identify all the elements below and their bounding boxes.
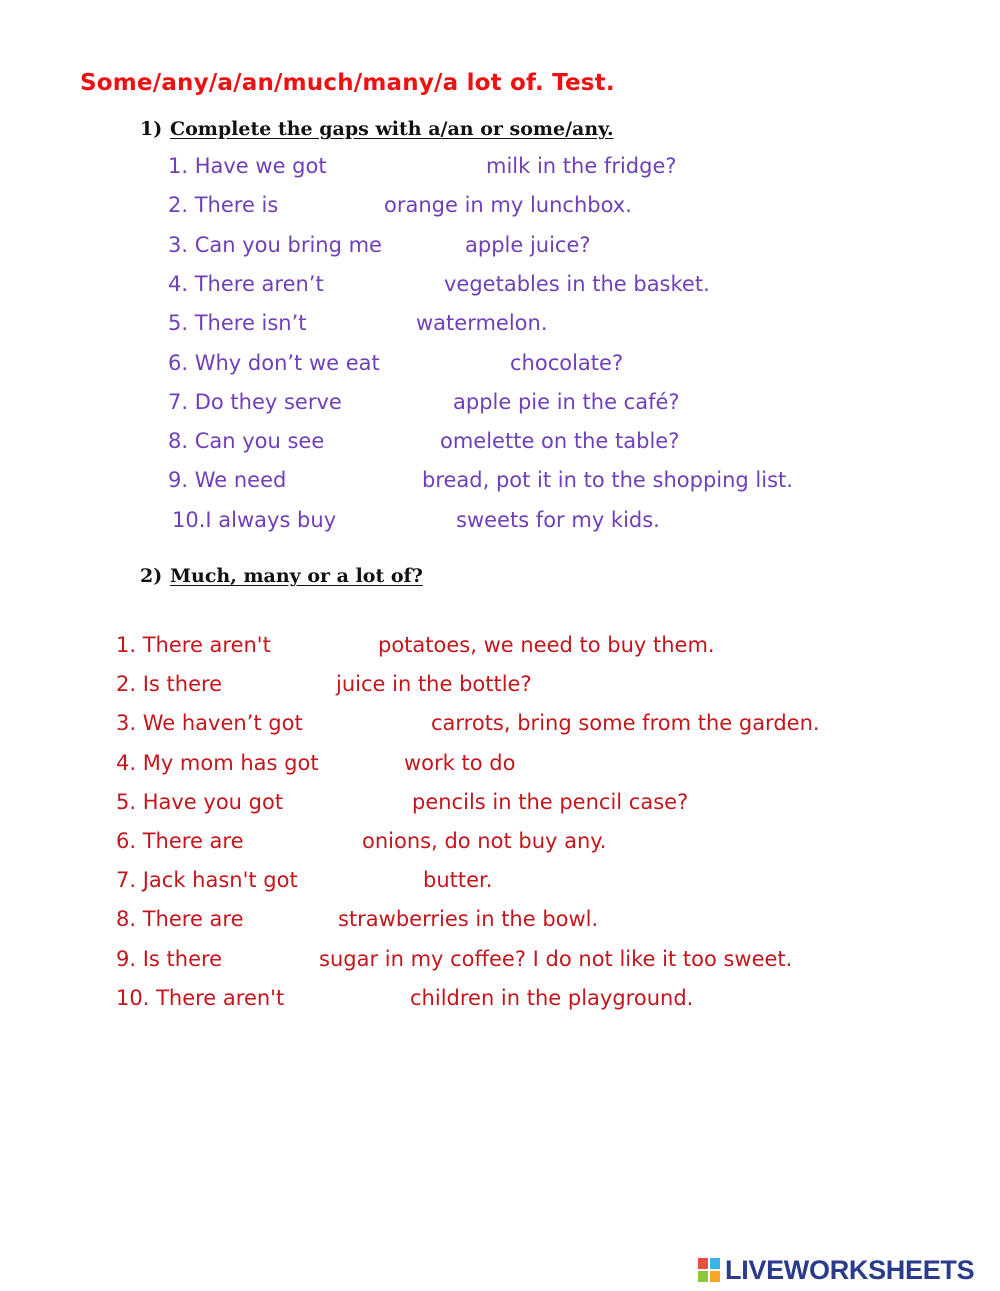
liveworksheets-logo <box>697 1254 974 1286</box>
answer-blank[interactable] <box>350 391 445 415</box>
exercise-item <box>116 904 876 934</box>
exercise-item <box>116 708 876 738</box>
sentence-start: 5. Have you got <box>116 789 284 814</box>
exercise-item <box>168 426 928 456</box>
sentence-end: work to do <box>404 750 516 775</box>
exercise-item <box>116 944 876 974</box>
exercise-item <box>116 787 876 817</box>
sentence-end: omelette on the table? <box>440 429 680 454</box>
sentence-end: onions, do not buy any. <box>362 829 607 853</box>
sentence-start: 3. Can you bring me <box>168 232 382 257</box>
answer-blank[interactable] <box>252 908 331 932</box>
exercise-item <box>116 669 876 699</box>
sentence-end: juice in the bottle? <box>336 672 532 697</box>
sentence-end: sweets for my kids. <box>456 507 660 532</box>
answer-blank[interactable] <box>294 469 414 493</box>
sentence-end: carrots, bring some from the garden. <box>431 711 820 736</box>
sentence-start: 8. Can you see <box>168 429 325 454</box>
exercise-item <box>168 230 928 260</box>
sentence-end: pencils in the pencil case? <box>412 789 689 814</box>
sentence-end: watermelon. <box>416 311 548 336</box>
logo-text: LIVEWORKSHEETS <box>725 1254 975 1285</box>
exercise-item <box>116 826 876 856</box>
sentence-end: orange in my lunchbox. <box>384 193 632 218</box>
answer-blank[interactable] <box>311 712 423 736</box>
sentence-start: 7. Jack hasn't got <box>116 868 298 893</box>
answer-blank[interactable] <box>335 155 478 179</box>
sentence-end: butter. <box>423 868 493 893</box>
sentence-start: 6. There are <box>116 829 244 853</box>
answer-blank[interactable] <box>292 987 402 1011</box>
exercise-item <box>116 630 876 660</box>
answer-blank[interactable] <box>332 273 436 297</box>
section-1-heading <box>140 118 614 140</box>
sentence-end: milk in the fridge? <box>486 154 677 178</box>
section-2-number: 2) <box>140 565 163 587</box>
section-2-instruction: Much, many or a lot of? <box>170 565 423 587</box>
sentence-end: children in the playground. <box>410 985 694 1010</box>
answer-blank[interactable] <box>279 634 370 658</box>
section-2-heading <box>140 565 423 587</box>
answer-blank[interactable] <box>327 752 396 776</box>
sentence-start: 4. There aren’t <box>168 271 324 296</box>
sentence-start: 7. Do they serve <box>168 389 342 414</box>
exercise-item <box>116 983 876 1013</box>
sentence-start: 10. There aren't <box>116 985 285 1010</box>
sentence-start: 5. There isn’t <box>168 311 307 336</box>
answer-blank[interactable] <box>252 830 355 854</box>
sentence-end: strawberries in the bowl. <box>338 907 599 932</box>
sentence-start: 1. Have we got <box>168 154 327 178</box>
sentence-start: 6. Why don’t we eat <box>168 350 380 375</box>
sentence-start: 8. There are <box>116 907 244 932</box>
worksheet-title: Some/any/a/an/much/many/a lot of. Test. <box>80 70 615 96</box>
answer-blank[interactable] <box>230 673 328 697</box>
sentence-start: 9. We need <box>168 468 287 493</box>
sentence-start: 2. There is <box>168 193 279 218</box>
exercise-item <box>168 151 928 181</box>
answer-blank[interactable] <box>332 430 432 454</box>
exercise-item <box>116 865 876 895</box>
sentence-start: 3. We haven’t got <box>116 711 303 736</box>
exercise-item <box>168 308 928 338</box>
section-1-instruction: Complete the gaps with a/an or some/any. <box>170 118 614 140</box>
exercise-item <box>168 269 928 299</box>
answer-blank[interactable] <box>286 194 376 218</box>
exercise-item <box>172 505 932 535</box>
answer-blank[interactable] <box>291 791 404 815</box>
sentence-end: chocolate? <box>510 350 624 375</box>
answer-blank[interactable] <box>315 312 408 336</box>
sentence-end: apple juice? <box>465 232 591 257</box>
sentence-end: potatoes, we need to buy them. <box>378 633 715 657</box>
exercise-item <box>116 748 876 778</box>
sentence-start: 9. Is there <box>116 946 223 971</box>
sentence-start: 2. Is there <box>116 672 223 697</box>
answer-blank[interactable] <box>306 869 415 893</box>
answer-blank[interactable] <box>344 509 448 533</box>
answer-blank[interactable] <box>230 948 311 972</box>
section-1-number: 1) <box>140 118 163 140</box>
sentence-start: 1. There aren't <box>116 633 271 657</box>
answer-blank[interactable] <box>390 234 457 258</box>
exercise-item <box>168 190 928 220</box>
answer-blank[interactable] <box>388 352 502 376</box>
sentence-end: apple pie in the café? <box>453 389 680 414</box>
exercise-item <box>168 387 928 417</box>
sentence-start: 4. My mom has got <box>116 750 319 775</box>
exercise-item <box>168 465 928 495</box>
sentence-end: bread, pot it in to the shopping list. <box>422 468 793 493</box>
sentence-start: 10.I always buy <box>172 507 337 532</box>
liveworksheets-logo-icon <box>697 1257 721 1283</box>
exercise-item <box>168 348 928 378</box>
sentence-end: sugar in my coffee? I do not like it too sweet. <box>319 946 793 971</box>
sentence-end: vegetables in the basket. <box>444 271 710 296</box>
